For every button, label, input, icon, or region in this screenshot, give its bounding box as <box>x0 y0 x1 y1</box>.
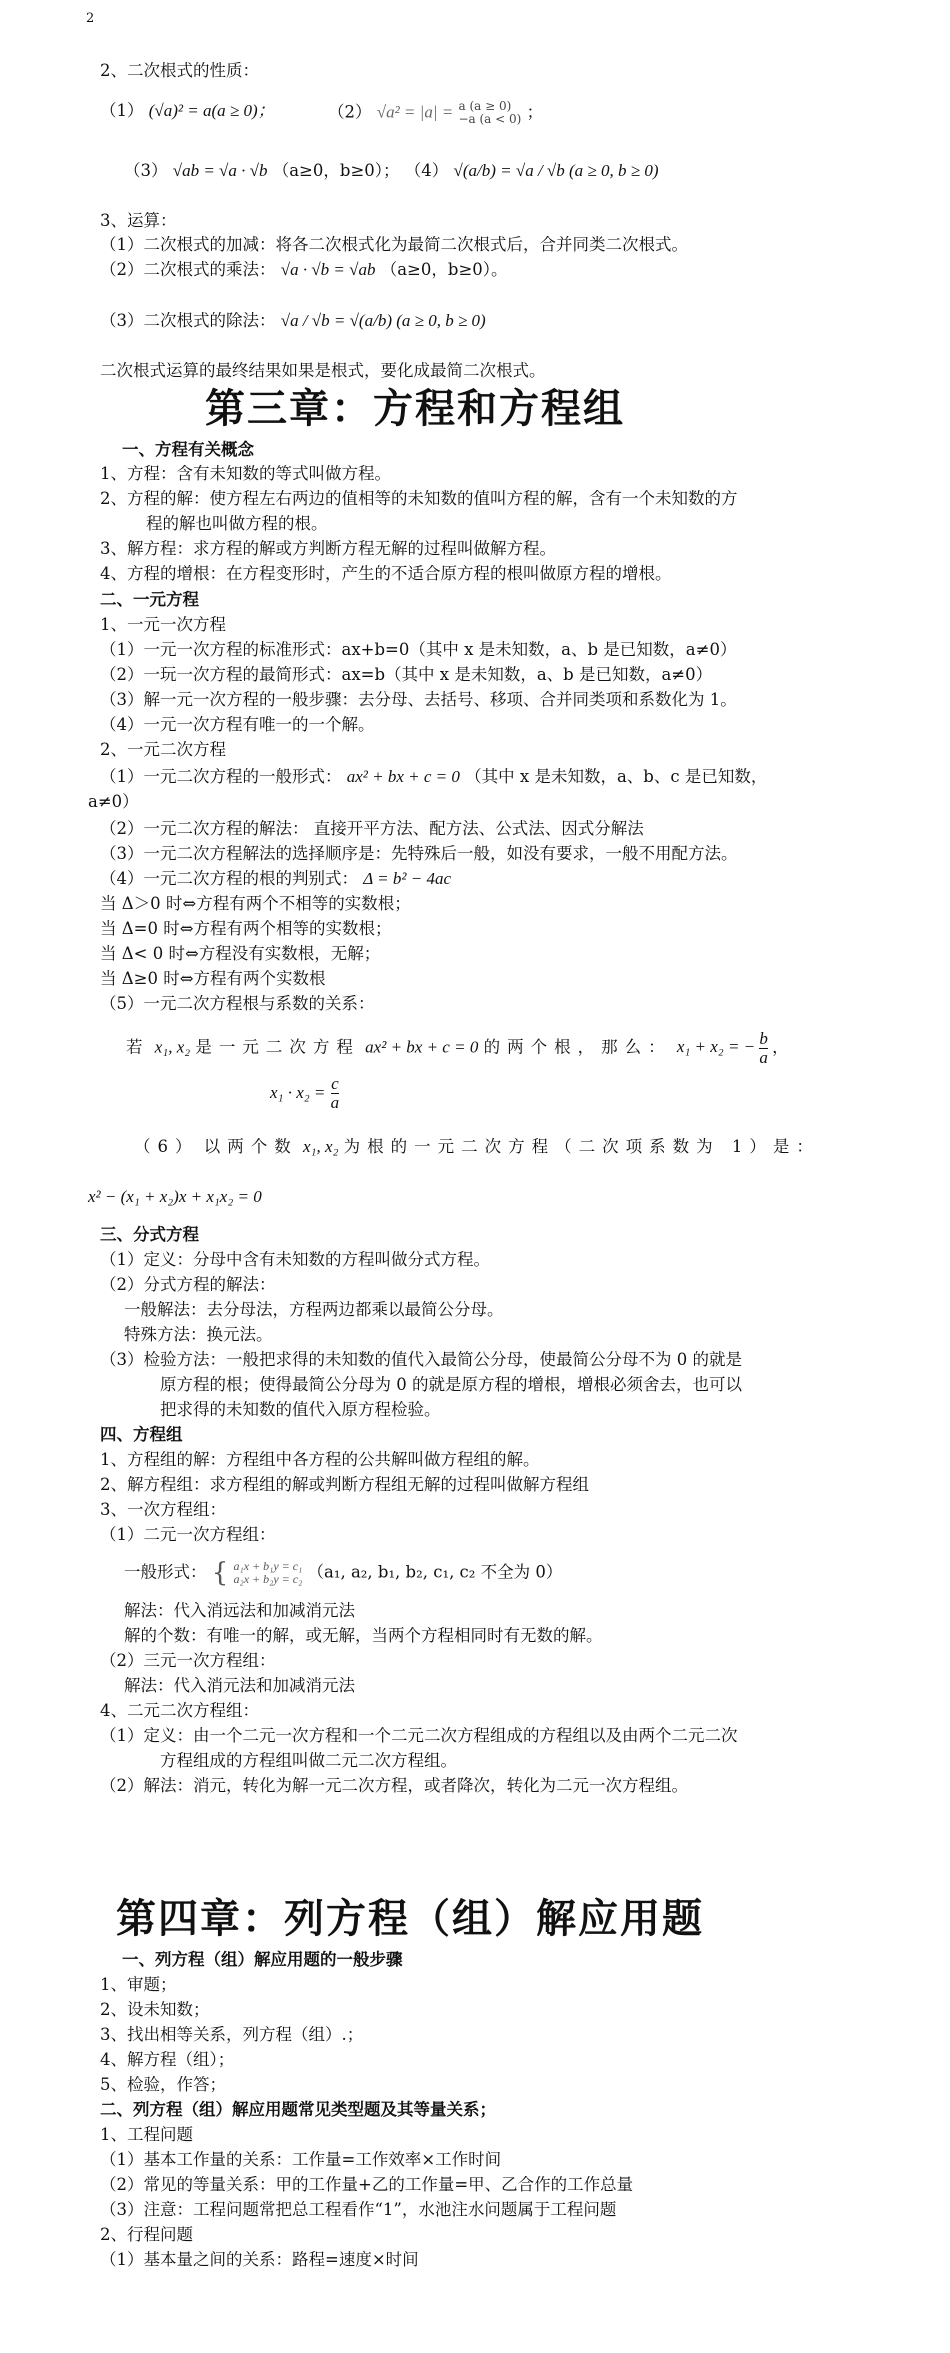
vieta-statement <box>126 1030 789 1067</box>
vieta-sum-den: a <box>759 1048 768 1067</box>
quad6-vars: x₁, x₂ <box>303 1137 339 1156</box>
ch3-s4-item: （2）三元一次方程组： <box>100 1651 276 1670</box>
quad4-text: （4）一元二次方程的根的判别式： <box>100 869 358 888</box>
discriminant-case: 当 Δ=0 时⇔方程有两个相等的实数根； <box>100 919 392 938</box>
quad4-formula: Δ = b² − 4ac <box>363 869 452 888</box>
op3-text: （3）二次根式的除法： <box>100 311 276 330</box>
quad6-b: 为根的一元二次方程（二次项系数为 1）是： <box>343 1137 820 1156</box>
ch3-section-2: 二、一元方程 <box>100 590 199 609</box>
ch3-s1-item: 3、解方程：求方程的解或方判断方程无解的过程叫做解方程。 <box>100 539 556 558</box>
vieta-prod-fraction <box>331 1075 340 1112</box>
op2-formula: √a · √b = √ab <box>280 260 376 279</box>
p2-formula: √a² = |a| = <box>376 102 454 122</box>
vieta-prod-lhs: x₁ · x₂ = <box>270 1083 326 1102</box>
ch3-s4-item: 2、解方程组：求方程组的解或判断方程组无解的过程叫做解方程组 <box>100 1475 589 1494</box>
ch4-item: （2）常见的等量关系：甲的工作量+乙的工作量=甲、乙合作的工作总量 <box>100 2175 634 2194</box>
ch3-s3-item: 把求得的未知数的值代入原方程检验。 <box>160 1400 441 1419</box>
ch3-s1-item: 程的解也叫做方程的根。 <box>146 514 328 533</box>
general-form <box>124 1560 562 1586</box>
general-form-system <box>234 1560 303 1586</box>
quad6-formula: x² − (x₁ + x₂)x + x₁x₂ = 0 <box>88 1187 262 1206</box>
ch3-linear-item: （1）一元一次方程的标准形式：ax+b=0（其中 x 是未知数，a、b 是已知数，a≠0） <box>100 640 737 659</box>
vieta-sum-fraction <box>759 1030 768 1067</box>
p2-case-2: −a (a < 0) <box>458 112 522 126</box>
ops-heading: 3、运算： <box>100 211 177 230</box>
ch3-s3-item: （3）检验方法：一般把求得的未知数的值代入最简公分母，使最简公分母不为 0 的就是 <box>100 1350 742 1369</box>
op3-formula: √a / √b = √(a/b) (a ≥ 0, b ≥ 0) <box>280 311 486 330</box>
ch3-s4-item: 解法：代入消远法和加减消元法 <box>124 1601 355 1620</box>
chapter3-title: 第三章：方程和方程组 <box>205 385 625 432</box>
radical-heading: 2、二次根式的性质： <box>100 61 259 80</box>
quad6-label: （6） <box>134 1137 199 1156</box>
ch3-quad-5: （5）一元二次方程根与系数的关系： <box>100 994 375 1013</box>
ch3-quad-1 <box>100 766 767 788</box>
general-form-label: 一般形式： <box>124 1562 207 1582</box>
ch3-linear-item: （4）一元一次方程有唯一的一个解。 <box>100 715 375 734</box>
ch3-linear-item: （3）解一元一次方程的一般步骤：去分母、去括号、移项、合并同类项和系数化为 1。 <box>100 690 737 709</box>
ch4-step: 4、解方程（组）； <box>100 2050 235 2069</box>
discriminant-case: 当 Δ< 0 时⇔方程没有实数根，无解； <box>100 944 381 963</box>
ch3-s4-item: 4、二元二次方程组： <box>100 1701 259 1720</box>
ch3-section-3: 三、分式方程 <box>100 1225 199 1244</box>
ch3-s3-item: 原方程的根；使得最简公分母为 0 的就是原方程的增根，增根必须舍去，也可以 <box>160 1375 742 1394</box>
vieta-roots: x₁, x₂ <box>154 1037 191 1057</box>
ch3-s1-item: 4、方程的增根：在方程变形时，产生的不适合原方程的根叫做原方程的增根。 <box>100 564 672 583</box>
quad6-a: 以两个数 <box>203 1137 298 1156</box>
ch3-section-4: 四、方程组 <box>100 1425 183 1444</box>
ch4-step: 2、设未知数； <box>100 2000 210 2019</box>
ch3-s3-item: （1）定义：分母中含有未知数的方程叫做分式方程。 <box>100 1250 490 1269</box>
vieta-sum-num: b <box>759 1029 768 1048</box>
ch4-item: （3）注意：工程问题常把总工程看作“1”，水池注水问题属于工程问题 <box>100 2200 617 2219</box>
ch4-item: （1）基本量之间的关系：路程=速度×时间 <box>100 2250 419 2269</box>
op2-cond: （a≥0，b≥0）。 <box>380 260 508 279</box>
ch3-s4-item: 1、方程组的解：方程组中各方程的公共解叫做方程组的解。 <box>100 1450 540 1469</box>
ch3-s4-item: 解的个数：有唯一的解，或无解，当两个方程相同时有无数的解。 <box>124 1626 603 1645</box>
op-3 <box>100 310 486 332</box>
radical-conclusion: 二次根式运算的最终结果如果是根式，要化成最简二次根式。 <box>100 361 546 380</box>
ch4-step: 1、审题； <box>100 1975 177 1994</box>
ch4-section-1: 一、列方程（组）解应用题的一般步骤 <box>122 1950 403 1969</box>
ch4-section-2: 二、列方程（组）解应用题常见类型题及其等量关系； <box>100 2100 496 2119</box>
ch3-s1-item: 2、方程的解：使方程左右两边的值相等的未知数的值叫方程的解，含有一个未知数的方 <box>100 489 738 508</box>
vieta-prod-num: c <box>331 1074 339 1093</box>
ch4-step: 3、找出相等关系，列方程（组）.； <box>100 2025 364 2044</box>
p2-case-1: a (a ≥ 0) <box>458 99 512 113</box>
ch3-quad-4 <box>100 868 451 890</box>
quad1-formula: ax² + bx + c = 0 <box>346 767 460 786</box>
left-brace-icon: { <box>211 1558 229 1588</box>
p3-cond: （a≥0，b≥0）； <box>272 161 400 180</box>
radical-property-1 <box>100 100 275 122</box>
vieta-sum-lhs: x₁ + x₂ = − <box>676 1037 756 1057</box>
vieta-equation: ax² + bx + c = 0 <box>365 1037 479 1057</box>
vieta-product <box>270 1075 339 1112</box>
vieta-post: 的两个根，那么： <box>483 1037 672 1057</box>
chapter4-title: 第四章：列方程（组）解应用题 <box>116 1895 704 1942</box>
ch3-s1-item: 1、方程：含有未知数的等式叫做方程。 <box>100 464 391 483</box>
discriminant-case: 当 Δ＞0 时⇔方程有两个不相等的实数根； <box>100 894 411 913</box>
p2-cases <box>458 100 521 126</box>
ch3-s4-item: （1）定义：由一个二元一次方程和一个二元二次方程组成的方程组以及由两个二元二次 <box>100 1726 738 1745</box>
p3-label: （3） <box>124 161 168 180</box>
vieta-comma: ， <box>772 1037 789 1057</box>
ch4-item: 1、工程问题 <box>100 2125 193 2144</box>
p1-formula: (√a)² = a(a ≥ 0)； <box>148 101 275 120</box>
p3-formula: √ab = √a · √b <box>172 161 268 180</box>
ch3-quad-6 <box>134 1136 820 1158</box>
ch3-section-1: 一、方程有关概念 <box>122 440 254 459</box>
page-number: 2 <box>86 11 95 26</box>
ch4-item: （1）基本工作量的关系：工作量=工作效率×工作时间 <box>100 2150 502 2169</box>
vieta-sum <box>676 1029 772 1067</box>
ch3-quad-2: （2）一元二次方程的解法： 直接开平方法、配方法、公式法、因式分解法 <box>100 819 644 838</box>
ch3-quadratic-heading: 2、一元二次方程 <box>100 740 226 759</box>
p1-label: （1） <box>100 101 144 120</box>
ch3-linear-heading: 1、一元一次方程 <box>100 615 226 634</box>
ch3-s4-item: 方程组成的方程组叫做二元二次方程组。 <box>160 1751 457 1770</box>
p4-formula: √(a/b) = √a / √b (a ≥ 0, b ≥ 0) <box>453 161 659 180</box>
vieta-mid: 是一元二次方程 <box>195 1037 360 1057</box>
ch3-quad-3: （3）一元二次方程解法的选择顺序是：先特殊后一般，如没有要求，一般不用配方法。 <box>100 844 738 863</box>
radical-property-3 <box>124 160 658 182</box>
ch3-s4-item: 3、一次方程组： <box>100 1500 226 1519</box>
discriminant-case: 当 Δ≥0 时⇔方程有两个实数根 <box>100 969 326 988</box>
op-2 <box>100 259 508 281</box>
p2-label: （2） <box>328 102 372 122</box>
vieta-prod-den: a <box>330 1093 340 1112</box>
ch3-s4-item: （2）解法：消元，转化为解一元二次方程，或者降次，转化为二元一次方程组。 <box>100 1776 688 1795</box>
p4-label: （4） <box>404 161 449 180</box>
vieta-pre: 若 <box>126 1037 150 1057</box>
ch3-s3-item: 特殊方法：换元法。 <box>124 1325 273 1344</box>
ch3-s4-item: （1）二元一次方程组： <box>100 1525 276 1544</box>
ch3-linear-item: （2）一玩一次方程的最简形式：ax=b（其中 x 是未知数，a、b 是已知数，a≠0） <box>100 665 713 684</box>
radical-property-2 <box>328 100 543 126</box>
ch3-s3-item: 一般解法：去分母法，方程两边都乘以最简公分母。 <box>124 1300 504 1319</box>
p2-tail: ； <box>526 102 544 122</box>
ch4-item: 2、行程问题 <box>100 2225 193 2244</box>
ch3-s3-item: （2）分式方程的解法： <box>100 1275 276 1294</box>
general-form-cond: （a₁, a₂, b₁, b₂, c₁, c₂ 不全为 0） <box>307 1562 563 1582</box>
general-eq-2: a₂x + b₂y = c₂ <box>233 1572 303 1586</box>
quad1-tail: （其中 x 是未知数，a、b、c 是已知数， <box>465 767 768 786</box>
ch4-step: 5、检验，作答； <box>100 2075 226 2094</box>
op-1: （1）二次根式的加减：将各二次根式化为最简二次根式后，合并同类二次根式。 <box>100 235 688 254</box>
op2-text: （2）二次根式的乘法： <box>100 260 276 279</box>
ch3-s4-item: 解法：代入消元法和加减消元法 <box>124 1676 355 1695</box>
general-eq-1: a₁x + b₁y = c₁ <box>233 1559 303 1573</box>
quad1-text: （1）一元二次方程的一般形式： <box>100 767 342 786</box>
ch3-quad-1-cont: a≠0） <box>88 792 139 811</box>
